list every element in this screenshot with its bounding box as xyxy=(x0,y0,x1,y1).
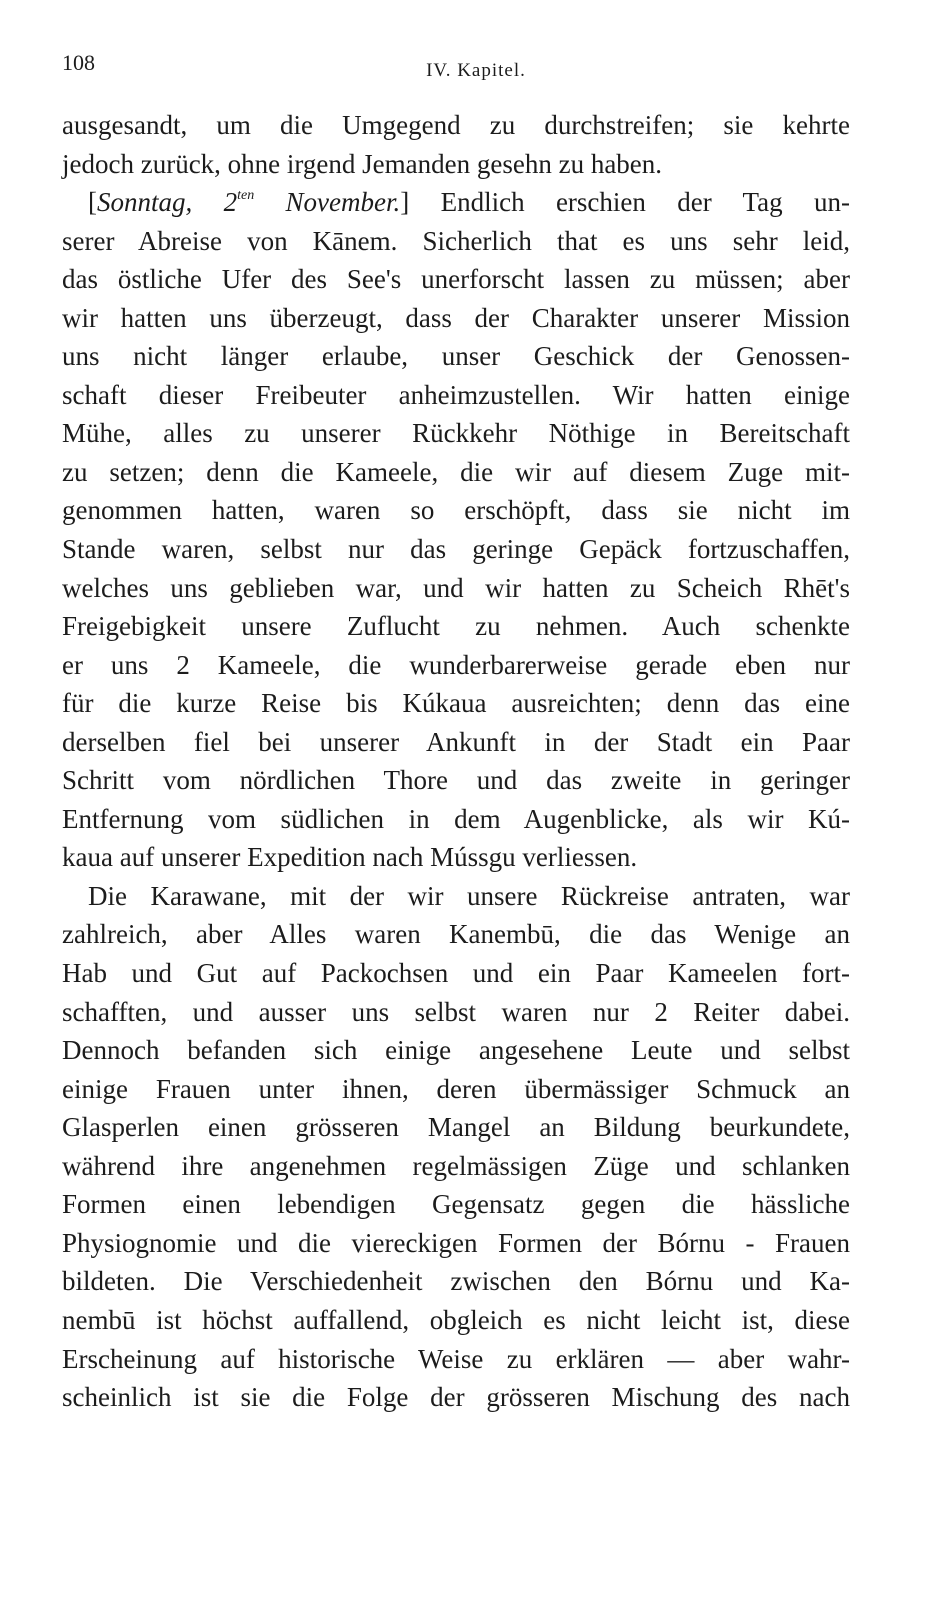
text-line: derselben fiel bei unserer Ankunft in der Stadt ein Paar xyxy=(62,726,850,757)
text-line: bildeten. Die Verschiedenheit zwischen den Bórnu und Ka- xyxy=(62,1266,850,1297)
running-title: IV. Kapitel. xyxy=(426,60,526,81)
first-line-rest: Endlich erschien der Tag un- xyxy=(409,187,850,218)
text-line: scheinlich ist sie die Folge der grösseren Mischung des nach xyxy=(62,1382,850,1413)
date-superscript: ten xyxy=(237,188,255,204)
text-line: schaft dieser Freibeuter anheimzustellen. Wir hatten einige xyxy=(62,379,850,410)
text-line: das östliche Ufer des See's unerforscht lassen zu müssen; aber xyxy=(62,264,850,295)
text-line: nembū ist höchst auffallend, obgleich es nicht leicht ist, diese xyxy=(62,1304,850,1335)
text-line: für die kurze Reise bis Kúkaua ausreichten; denn das eine xyxy=(62,688,850,719)
text-line: während ihre angenehmen regelmässigen Züge und schlanken xyxy=(62,1150,850,1181)
text-line: Die Karawane, mit der wir unsere Rückreise antraten, war xyxy=(88,880,850,911)
page-header xyxy=(62,50,850,86)
text-line: Formen einen lebendigen Gegensatz gegen die hässliche xyxy=(62,1189,850,1220)
text-line: Erscheinung auf historische Weise zu erklären — aber wahr- xyxy=(62,1343,850,1374)
text-line: zu setzen; denn die Kameele, die wir auf diesem Zuge mit- xyxy=(62,456,850,487)
date-month: November. xyxy=(254,187,401,218)
text-line xyxy=(62,183,850,222)
text-line: Physiognomie und die viereckigen Formen der Bórnu - Frauen xyxy=(62,1227,850,1258)
date-day: Sonntag, 2 xyxy=(97,187,238,218)
text-line: ausgesandt, um die Umgegend zu durchstreifen; sie kehrte xyxy=(62,110,850,140)
text-line: genommen hatten, waren so erschöpft, dass sie nicht im xyxy=(62,495,850,526)
text-line: Schritt vom nördlichen Thore und das zweite in geringer xyxy=(62,765,850,796)
date-bracket-open: [ xyxy=(88,187,97,218)
text-line: welches uns geblieben war, und wir hatten zu Scheich Rhēt's xyxy=(62,572,850,603)
paragraph-2 xyxy=(62,183,850,877)
text-line: uns nicht länger erlaube, unser Geschick der Genossen- xyxy=(62,341,850,372)
text-line: jedoch zurück, ohne irgend Jemanden gesehn zu haben. xyxy=(62,148,663,179)
paragraph-3 xyxy=(62,877,850,1417)
text-line: serer Abreise von Kānem. Sicherlich that es uns sehr leid, xyxy=(62,225,850,256)
text-line: Hab und Gut auf Packochsen und ein Paar Kameelen fort- xyxy=(62,958,850,989)
text-line: einige Frauen unter ihnen, deren übermässiger Schmuck an xyxy=(62,1073,850,1104)
text-line: Dennoch befanden sich einige angesehene Leute und selbst xyxy=(62,1035,850,1066)
body-text xyxy=(62,106,850,1417)
text-line: Entfernung vom südlichen in dem Augenblicke, als wir Kú- xyxy=(62,803,850,834)
page-number: 108 xyxy=(62,50,95,75)
text-line: Freigebigkeit unsere Zuflucht zu nehmen. Auch schenkte xyxy=(62,611,850,642)
paragraph-1 xyxy=(62,106,850,183)
text-line: wir hatten uns überzeugt, dass der Charakter unserer Mission xyxy=(62,302,850,333)
text-line: Glasperlen einen grösseren Mangel an Bildung beurkundete, xyxy=(62,1112,850,1143)
text-line: Mühe, alles zu unserer Rückkehr Nöthige in Bereitschaft xyxy=(62,418,850,449)
text-line: zahlreich, aber Alles waren Kanembū, die das Wenige an xyxy=(62,919,850,950)
text-line: kaua auf unserer Expedition nach Mússgu verliessen. xyxy=(62,842,638,873)
text-line: schafften, und ausser uns selbst waren nur 2 Reiter dabei. xyxy=(62,996,850,1027)
date-bracket-close: ] xyxy=(400,187,410,218)
text-line: Stande waren, selbst nur das geringe Gepäck fortzuschaffen, xyxy=(62,534,850,565)
text-line: er uns 2 Kameele, die wunderbarerweise gerade eben nur xyxy=(62,649,850,680)
